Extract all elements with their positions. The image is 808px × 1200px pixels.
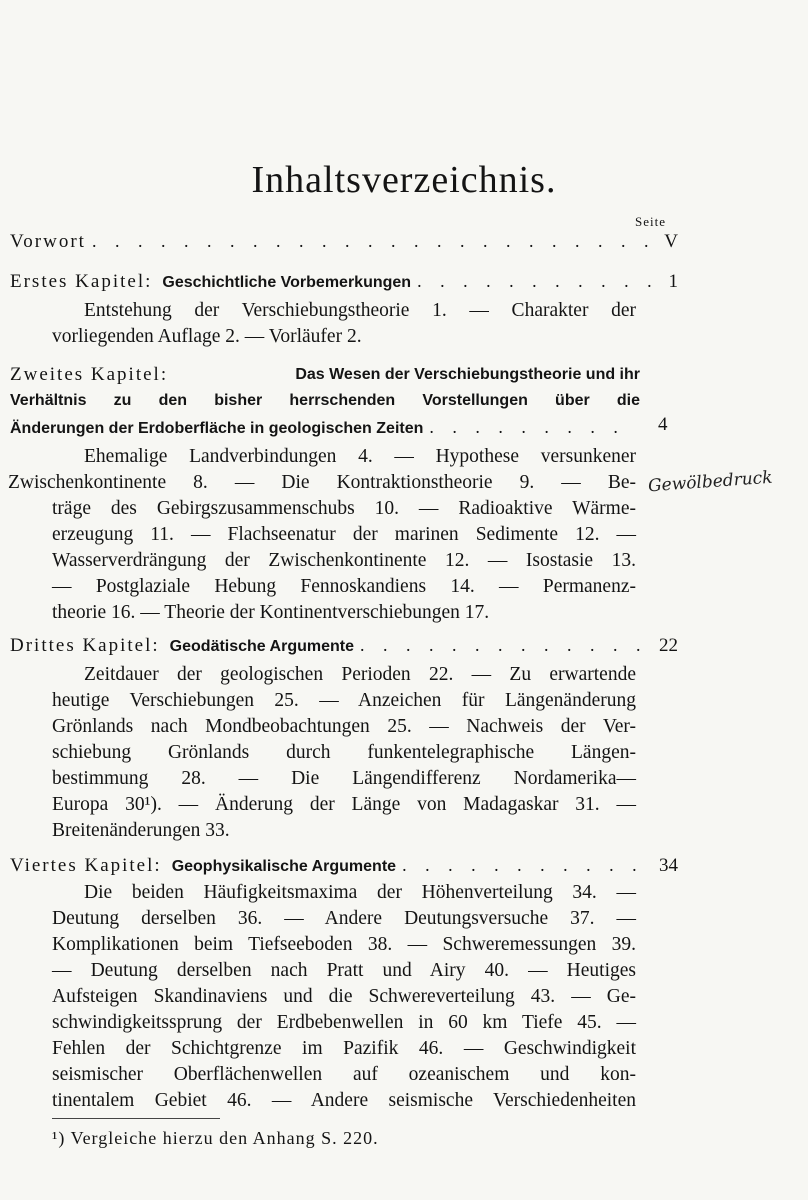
summary-line: schwindigkeitssprung der Erdbebenwellen in 60 km Tiefe 45. — (52, 1012, 636, 1033)
leader-dots (92, 228, 652, 254)
summary-line: Deutung derselben 36. — Andere Deutungsversuche 37. — (52, 908, 636, 929)
summary-line: — Postglaziale Hebung Fennoskandiens 14. — Permanenz- (52, 576, 636, 597)
toc-chapter-1-heading (10, 268, 678, 296)
summary-line: — Deutung derselben nach Pratt und Airy 40. — Heutiges (52, 960, 636, 981)
footnote-divider (52, 1118, 220, 1119)
toc-chapter-2-heading (10, 362, 640, 442)
footnote: ¹) Vergleiche hierzu den Anhang S. 220. (52, 1128, 379, 1148)
chapter-title: Geodätische Argumente (169, 638, 355, 655)
chapter-4-summary (52, 880, 636, 1114)
summary-line: Entstehung der Verschiebungstheorie 1. — Charakter der (84, 300, 636, 321)
summary-line: Die beiden Häufigkeitsmaxima der Höhenverteilung 34. — (84, 882, 636, 903)
chapter-title-line: Das Wesen der Verschiebungstheorie und ihr (295, 366, 640, 383)
page-title: Inhaltsverzeichnis. (251, 159, 557, 201)
summary-line: Zwischenkontinente 8. — Die Kontraktionstheorie 9. — Be- (8, 472, 636, 493)
summary-line: bestimmung 28. — Die Längendifferenz Nordamerika— (52, 768, 636, 789)
chapter-ordinal: Zweites Kapitel: (10, 364, 169, 385)
summary-line: Grönlands nach Mondbeobachtungen 25. — Nachweis der Ver- (52, 716, 636, 737)
summary-line: Zeitdauer der geologischen Perioden 22. — Zu erwartende (84, 664, 636, 685)
chapter-page: 34 (659, 855, 678, 876)
summary-line: vorliegenden Auflage 2. — Vorläufer 2. (52, 326, 362, 347)
chapter-title: Geschichtliche Vorbemerkungen (162, 274, 412, 291)
chapter-title-last-line (10, 414, 640, 442)
chapter-ordinal: Erstes Kapitel: (10, 271, 153, 292)
summary-line: Breitenänderungen 33. (52, 820, 230, 841)
leader-dots (417, 268, 652, 294)
toc-chapter-4-heading (10, 852, 678, 880)
chapter-title: Geophysikalische Argumente (171, 858, 397, 875)
summary-line: Aufsteigen Skandinaviens und die Schwereverteilung 43. — Ge- (52, 986, 636, 1007)
toc-entry-vorwort (10, 228, 678, 255)
chapter-3-summary (52, 662, 636, 844)
handwritten-annotation: Gewölbedruck (647, 467, 774, 497)
summary-line: seismischer Oberflächenwellen auf ozeanischem und kon- (52, 1064, 636, 1085)
summary-line: Wasserverdrängung der Zwischenkontinente 12. — Isostasie 13. (52, 550, 636, 571)
summary-line: Fehlen der Schichtgrenze im Pazifik 46. — Geschwindigkeit (52, 1038, 636, 1059)
summary-line: Europa 30¹). — Änderung der Länge von Madagaskar 31. — (52, 794, 636, 815)
chapter-ordinal: Viertes Kapitel: (10, 855, 162, 876)
chapter-title-line: Verhältnis zu den bisher herrschenden Vorstellungen über die (10, 392, 640, 409)
page-column-label: Seite (635, 214, 666, 229)
chapter-2-summary (8, 444, 636, 626)
chapter-title-line: Änderungen der Erdoberfläche in geologischen Zeiten (10, 420, 424, 437)
toc-entry-label: Vorwort (10, 231, 86, 252)
leader-dots (402, 852, 652, 878)
chapter-page: 1 (668, 271, 678, 292)
toc-entry-page: V (664, 231, 678, 252)
chapter-page: 4 (658, 414, 668, 435)
summary-line: erzeugung 11. — Flachseenatur der marinen Sedimente 12. — (52, 524, 636, 545)
summary-line: heutige Verschiebungen 25. — Anzeichen für Längenänderung (52, 690, 636, 711)
summary-line: träge des Gebirgszusammenschubs 10. — Radioaktive Wärme- (52, 498, 636, 519)
summary-line: schiebung Grönlands durch funkentelegraphische Längen- (52, 742, 636, 763)
summary-line: Ehemalige Landverbindungen 4. — Hypothese versunkener (84, 446, 636, 467)
toc-chapter-3-heading (10, 632, 678, 660)
leader-dots (360, 632, 652, 658)
chapter-1-summary (52, 298, 636, 350)
summary-line: tinentalem Gebiet 46. — Andere seismische Verschiedenheiten (52, 1090, 636, 1111)
chapter-ordinal: Drittes Kapitel: (10, 635, 160, 656)
summary-line: Komplikationen beim Tiefseeboden 38. — Schweremessungen 39. (52, 934, 636, 955)
leader-dots (429, 414, 634, 440)
chapter-page: 22 (659, 635, 678, 656)
summary-line: theorie 16. — Theorie der Kontinentverschiebungen 17. (52, 602, 490, 623)
